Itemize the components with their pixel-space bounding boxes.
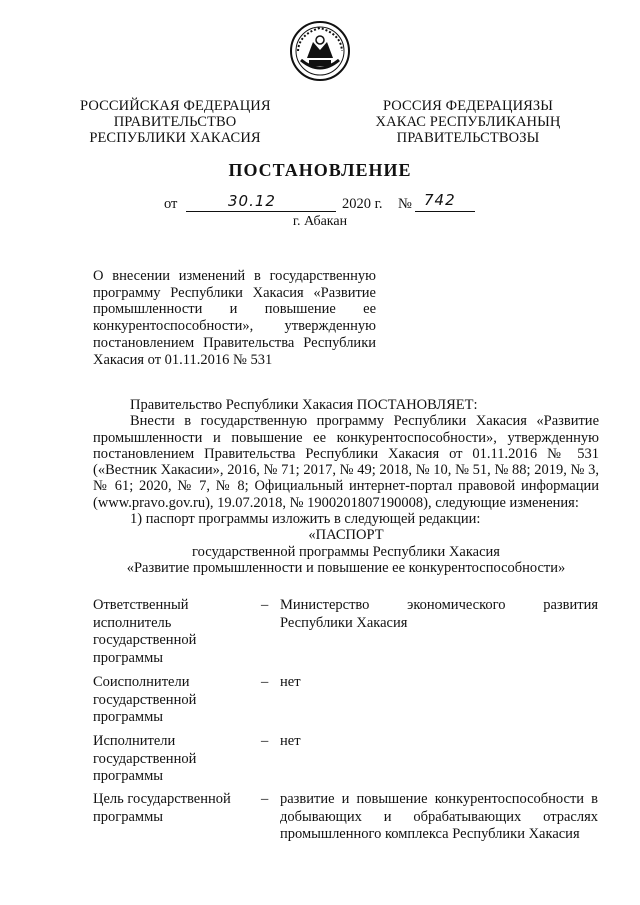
header-left-line: РОССИЙСКАЯ ФЕДЕРАЦИЯ bbox=[80, 98, 271, 114]
coat-of-arms-emblem bbox=[289, 20, 351, 82]
item-1: 1) паспорт программы изложить в следующей редакции: bbox=[130, 511, 481, 528]
passport-row-dash: – bbox=[261, 597, 269, 613]
header-left-line: ПРАВИТЕЛЬСТВО bbox=[113, 114, 237, 130]
city: г. Абакан bbox=[292, 214, 348, 229]
body-text bbox=[93, 397, 599, 576]
number-label: № bbox=[398, 196, 412, 212]
passport-row-label: Соисполнители государственной программы bbox=[93, 674, 197, 725]
passport-subheading: государственной программы Республики Хакасия bbox=[192, 543, 500, 560]
document-title: ПОСТАНОВЛЕНИЕ bbox=[228, 160, 412, 180]
header-left-line: РЕСПУБЛИКИ ХАКАСИЯ bbox=[89, 130, 261, 146]
passport-program-name: «Развитие промышленности и повышение ее конкурентоспособности» bbox=[126, 559, 566, 576]
date-year: 2020 г. bbox=[342, 196, 383, 212]
passport-row-dash: – bbox=[261, 733, 269, 749]
date-prefix: от bbox=[164, 196, 178, 212]
passport-row-label: Ответственный исполнитель государственной программы bbox=[93, 597, 197, 666]
passport-row-label: Цель государственной программы bbox=[93, 791, 231, 825]
passport-row-dash: – bbox=[261, 674, 269, 690]
passport-row-value: нет bbox=[280, 733, 301, 749]
header-right-line: ХАКАС РЕСПУБЛИКАНЫҢ bbox=[375, 114, 561, 130]
passport-row-value: Министерство экономического развития Республики Хакасия bbox=[280, 597, 598, 631]
passport-row-dash: – bbox=[261, 791, 269, 807]
document-number: 742 bbox=[424, 191, 456, 209]
header-right-line: ПРАВИТЕЛЬСТВОЗЫ bbox=[396, 130, 540, 146]
passport-row-value: нет bbox=[280, 674, 301, 690]
resolves-line: Правительство Республики Хакасия ПОСТАНОВЛЯЕТ: bbox=[130, 397, 478, 413]
document-subject: О внесении изменений в государственную программу Республики Хакасия «Развитие промышленности и повышение ее конкурентоспособности», утвержденную постановлением Правительства Республики Хакасия от 01.11.2016 № 531 bbox=[93, 268, 376, 368]
number-underline bbox=[415, 211, 475, 212]
passport-row-value: развитие и повышение конкурентоспособности в добывающих и обрабатывающих отраслях промышленного комплекса Республики Хакасия bbox=[280, 791, 598, 842]
date-underline bbox=[186, 211, 336, 212]
header-right bbox=[368, 98, 568, 146]
passport-heading: «ПАСПОРТ bbox=[308, 527, 384, 544]
header-right-line: РОССИЯ ФЕДЕРАЦИЯЗЫ bbox=[382, 98, 554, 114]
passport-row-label: Исполнители государственной программы bbox=[93, 733, 197, 784]
paragraph-1: Внести в государственную программу Республики Хакасия «Развитие промышленности и повышение ее конкурентоспособности», утвержденную постановлением Правительства Республики Хакасия от 01.11.2016 № 531 («Вестник Хакасии», 2016, № 71; 2017, № 49; 2018, № 10, № 51, № 88; 2019, № 3, № 61; 2020, № 7, № 8; Официальный интернет-портал правовой информации (www.pravo.gov.ru), 19.07.2018, № 1900201807190008), следующие изменения: bbox=[93, 413, 599, 511]
date-day-month: 30.12 bbox=[228, 192, 276, 210]
header-left bbox=[80, 98, 270, 146]
